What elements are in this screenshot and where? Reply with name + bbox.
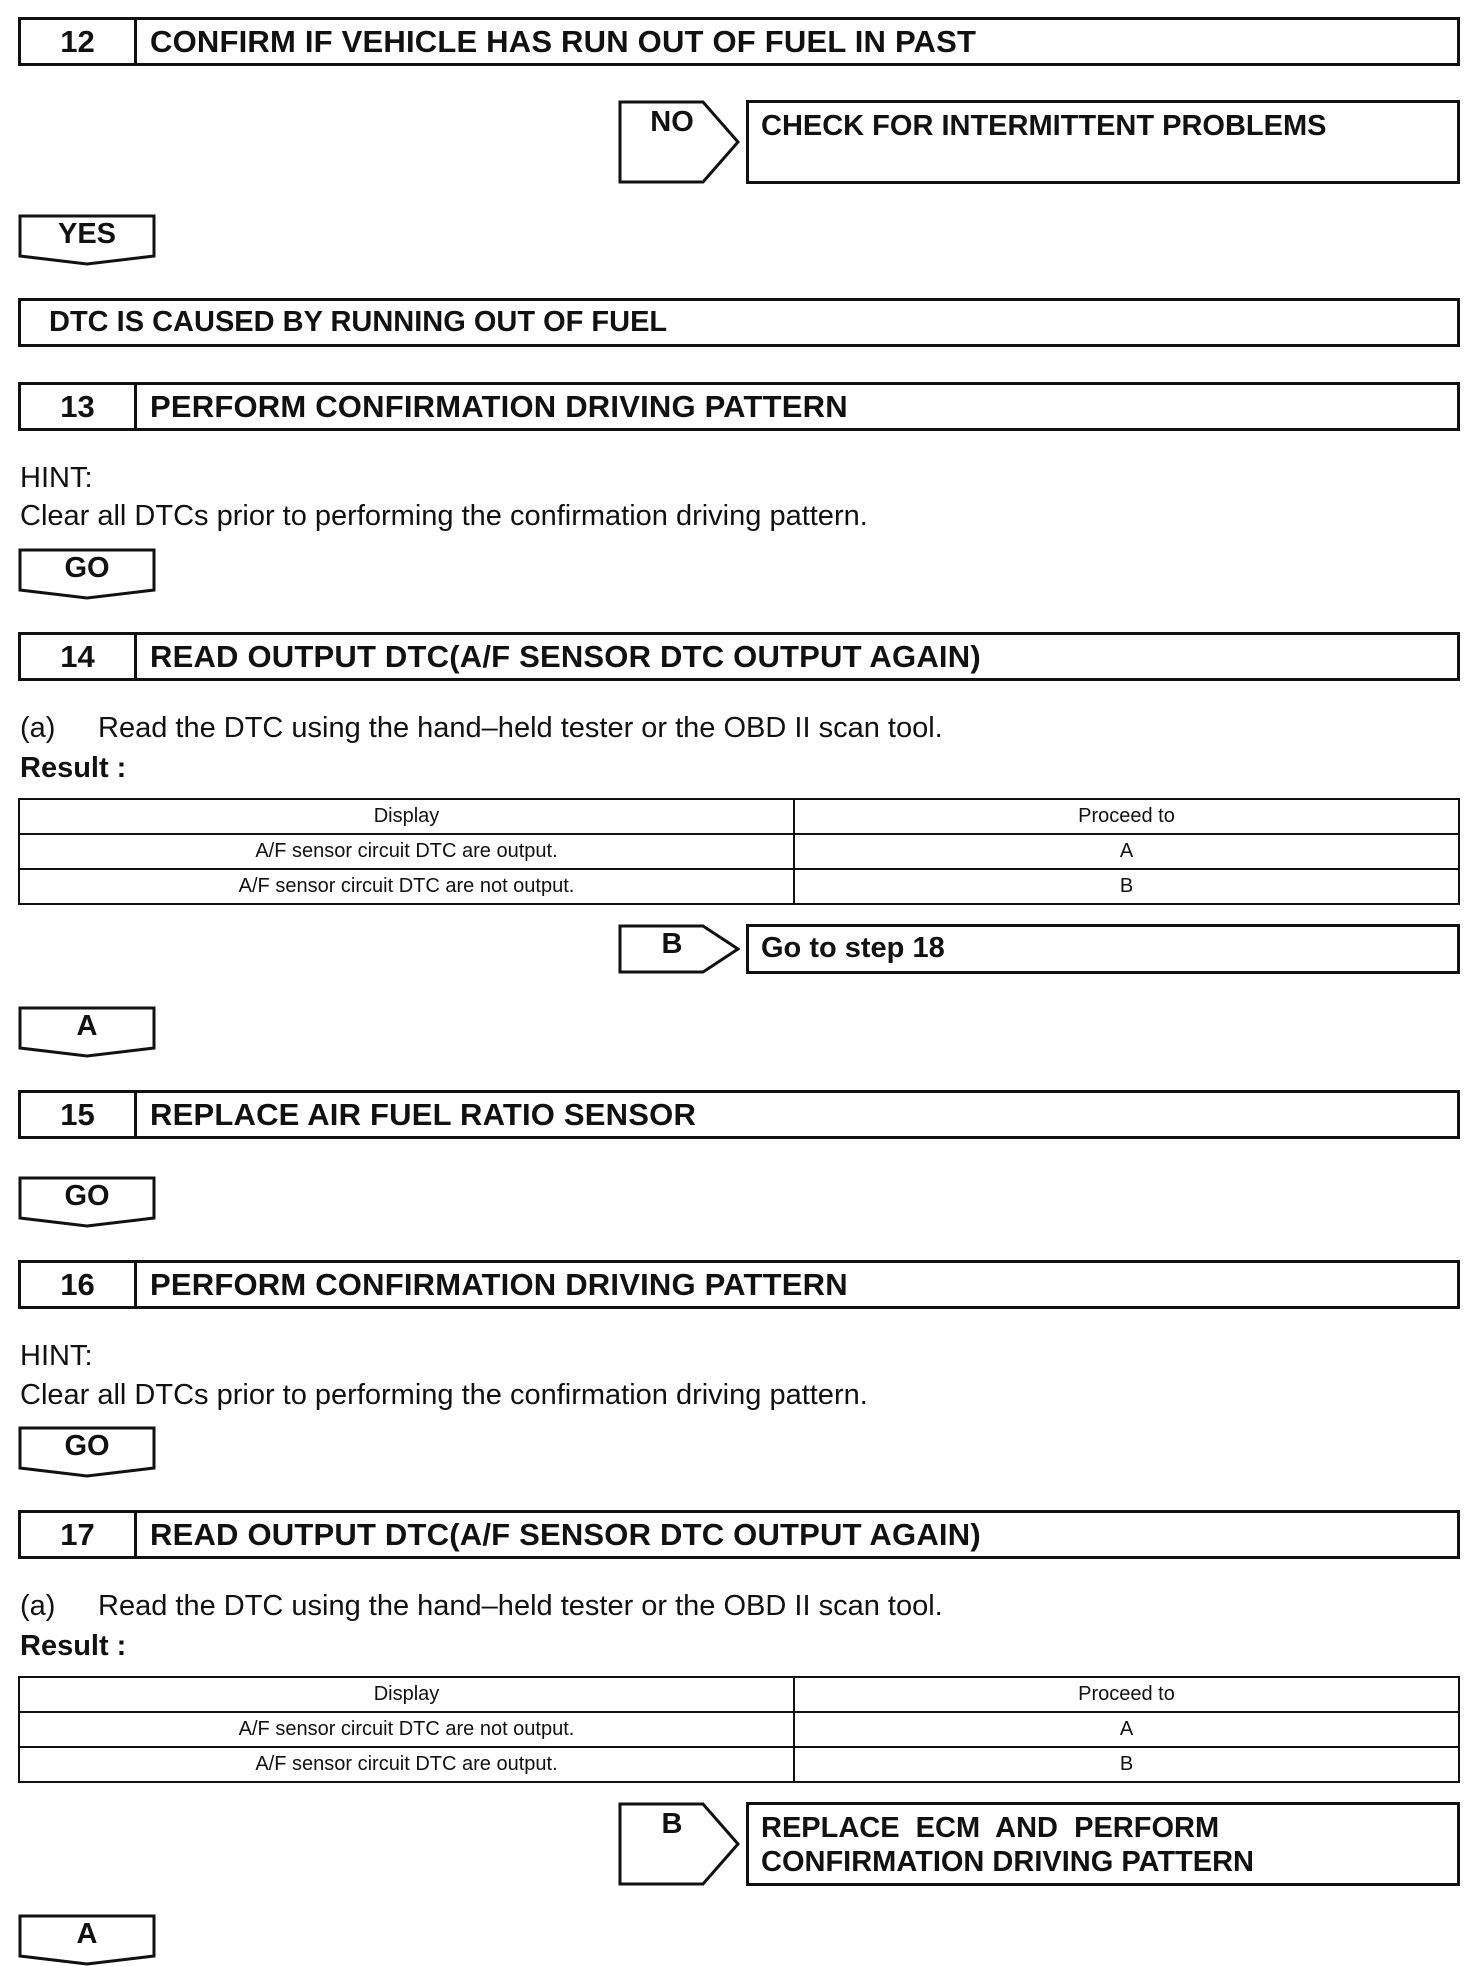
step-14-header (18, 632, 1460, 681)
no-branch-label: NO (650, 106, 694, 138)
check-intermittent-text: CHECK FOR INTERMITTENT PROBLEMS (761, 110, 1327, 142)
table-cell: A/F sensor circuit DTC are not output. (19, 1712, 794, 1747)
item-text: Read the DTC using the hand–held tester or the OBD II scan tool. (98, 1590, 943, 1622)
replace-ecm-line2: CONFIRMATION DRIVING PATTERN (761, 1846, 1254, 1878)
go-tab (18, 548, 156, 600)
table-row (19, 834, 1459, 869)
result-table (18, 798, 1460, 905)
step-number: 15 (21, 1093, 137, 1136)
step-title: READ OUTPUT DTC(A/F SENSOR DTC OUTPUT AGAIN) (150, 638, 981, 674)
column-header: Proceed to (794, 799, 1459, 834)
step-number: 12 (21, 20, 137, 63)
go-to-step-18-text: Go to step 18 (761, 932, 945, 964)
replace-ecm-box (746, 1802, 1460, 1886)
step-number: 17 (21, 1513, 137, 1556)
b-branch-label: B (661, 928, 683, 960)
hint-text: Clear all DTCs prior to performing the confirmation driving pattern. (20, 1379, 868, 1411)
column-header: Proceed to (794, 1677, 1459, 1712)
item-text: Read the DTC using the hand–held tester or the OBD II scan tool. (98, 712, 943, 744)
b-branch-label: B (661, 1808, 683, 1840)
b-branch-arrow (618, 924, 740, 974)
instruction-a (20, 712, 943, 745)
result-table (18, 1676, 1460, 1783)
item-label: (a) (20, 1590, 56, 1622)
step-title: PERFORM CONFIRMATION DRIVING PATTERN (150, 388, 848, 424)
hint-label: HINT: (20, 462, 93, 494)
table-cell: B (794, 1747, 1459, 1782)
go-label: GO (64, 1430, 110, 1462)
step-15-header (18, 1090, 1460, 1139)
step-title: READ OUTPUT DTC(A/F SENSOR DTC OUTPUT AGAIN) (150, 1516, 981, 1552)
column-header: Display (19, 799, 794, 834)
step-12-header (18, 17, 1460, 66)
column-header: Display (19, 1677, 794, 1712)
table-header-row (19, 799, 1459, 834)
go-tab (18, 1176, 156, 1228)
step-number: 16 (21, 1263, 137, 1306)
no-branch-arrow (618, 100, 740, 184)
b-branch-arrow (618, 1802, 740, 1886)
a-tab (18, 1914, 156, 1966)
a-label: A (76, 1010, 98, 1042)
result-label: Result : (20, 752, 127, 784)
check-intermittent-box (746, 100, 1460, 184)
step-17-header (18, 1510, 1460, 1559)
step-title: CONFIRM IF VEHICLE HAS RUN OUT OF FUEL IN PAST (150, 23, 977, 59)
step-title: PERFORM CONFIRMATION DRIVING PATTERN (150, 1266, 848, 1302)
table-cell: A/F sensor circuit DTC are output. (19, 834, 794, 869)
table-cell: B (794, 869, 1459, 904)
step-13-header (18, 382, 1460, 431)
hint-text: Clear all DTCs prior to performing the confirmation driving pattern. (20, 500, 868, 532)
dtc-caused-text: DTC IS CAUSED BY RUNNING OUT OF FUEL (49, 306, 668, 338)
table-cell: A/F sensor circuit DTC are not output. (19, 869, 794, 904)
go-label: GO (64, 552, 110, 584)
table-row (19, 1712, 1459, 1747)
table-header-row (19, 1677, 1459, 1712)
instruction-a (20, 1590, 943, 1623)
replace-ecm-line1: REPLACE ECM AND PERFORM (761, 1812, 1220, 1844)
table-cell: A (794, 834, 1459, 869)
go-to-step-18-box (746, 924, 1460, 974)
result-label: Result : (20, 1630, 127, 1662)
a-label: A (76, 1918, 98, 1950)
go-tab (18, 1426, 156, 1478)
a-tab (18, 1006, 156, 1058)
table-cell: A/F sensor circuit DTC are output. (19, 1747, 794, 1782)
step-number: 14 (21, 635, 137, 678)
table-row (19, 1747, 1459, 1782)
step-title: REPLACE AIR FUEL RATIO SENSOR (150, 1096, 697, 1132)
item-label: (a) (20, 712, 56, 744)
step-number: 13 (21, 385, 137, 428)
yes-label: YES (57, 218, 117, 250)
go-label: GO (64, 1180, 110, 1212)
table-row (19, 869, 1459, 904)
hint-label: HINT: (20, 1340, 93, 1372)
table-cell: A (794, 1712, 1459, 1747)
step-16-header (18, 1260, 1460, 1309)
yes-tab (18, 214, 156, 266)
dtc-caused-box (18, 298, 1460, 347)
